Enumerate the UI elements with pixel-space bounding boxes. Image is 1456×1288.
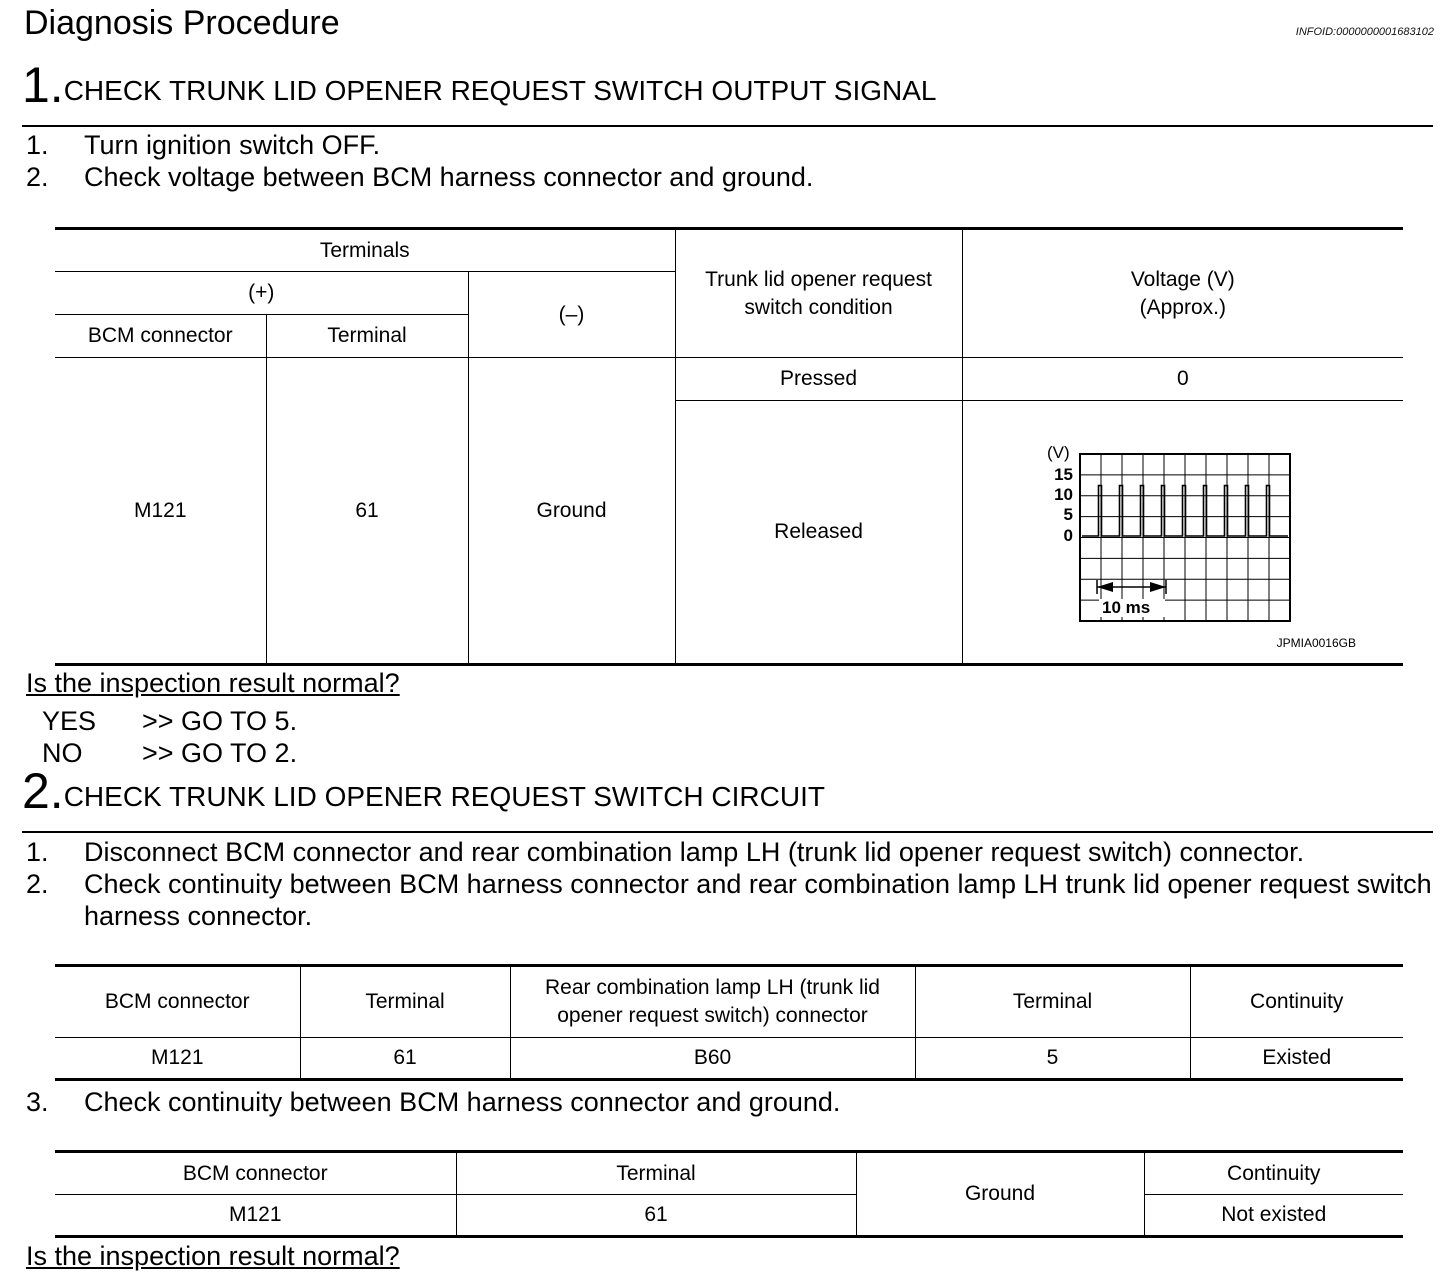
cell-bcm-connector: M121 <box>55 1195 456 1237</box>
waveform-grid <box>1080 454 1290 621</box>
cell-pressed: Pressed <box>675 358 962 401</box>
cell-lamp-connector: B60 <box>510 1038 915 1080</box>
instruction-item: 1. Turn ignition switch OFF. <box>26 130 381 160</box>
step-2-title: CHECK TRUNK LID OPENER REQUEST SWITCH CIRCUIT <box>63 781 825 812</box>
header-terminal: Terminal <box>266 315 468 358</box>
y-tick-label: 0 <box>1063 526 1073 545</box>
voltage-check-table <box>55 227 1403 666</box>
step-2-heading <box>22 762 825 820</box>
step-2-divider <box>22 831 1433 833</box>
header-lamp-connector: Rear combination lamp LH (trunk lid opener request switch) connector <box>510 966 915 1038</box>
continuity-table-ground <box>55 1150 1403 1238</box>
cell-ground: Ground <box>856 1152 1144 1237</box>
header-continuity: Continuity <box>1190 966 1403 1038</box>
step-2-instructions <box>26 836 1436 932</box>
header-bcm-connector: BCM connector <box>55 966 300 1038</box>
step-1-number: 1. <box>22 57 64 113</box>
info-id: INFOID:0000000001683102 <box>1295 26 1434 38</box>
time-arrow-left <box>1097 582 1113 592</box>
cell-waveform <box>962 401 1403 665</box>
header-bcm-connector: BCM connector <box>55 315 266 358</box>
instruction-item: 2. Check voltage between BCM harness connector and ground. <box>26 162 814 192</box>
header-voltage: Voltage (V) (Approx.) <box>962 229 1403 358</box>
cell-ground: Ground <box>468 358 675 665</box>
voltage-waveform-chart <box>963 401 1404 663</box>
header-terminals: Terminals <box>55 229 675 272</box>
cell-terminal: 61 <box>266 358 468 665</box>
cell-lamp-terminal: 5 <box>915 1038 1190 1080</box>
continuity-table-switch <box>55 964 1403 1081</box>
header-switch-condition: Trunk lid opener request switch condition <box>675 229 962 358</box>
page-title: Diagnosis Procedure <box>24 4 340 42</box>
header-minus: (–) <box>468 272 675 358</box>
waveform-trace <box>1082 486 1288 536</box>
step-1-instructions <box>26 129 813 193</box>
unit-label: (V) <box>1046 443 1070 462</box>
y-tick-label: 10 <box>1053 485 1073 504</box>
cell-continuity: Existed <box>1190 1038 1403 1080</box>
figure-id: JPMIA0016GB <box>1276 636 1356 650</box>
inspection-question: Is the inspection result normal? <box>26 668 400 698</box>
step-1-divider <box>22 125 1433 127</box>
inspection-question: Is the inspection result normal? <box>26 1241 400 1271</box>
cell-terminal: 61 <box>300 1038 510 1080</box>
header-terminal: Terminal <box>456 1152 856 1195</box>
answer-yes: YES >> GO TO 5. <box>42 706 298 736</box>
step-1-title: CHECK TRUNK LID OPENER REQUEST SWITCH OUTPUT SIGNAL <box>63 75 937 106</box>
instruction-item: 3. Check continuity between BCM harness connector and ground. <box>26 1087 841 1117</box>
cell-terminal: 61 <box>456 1195 856 1237</box>
instruction-item: 2. Check continuity between BCM harness connector and rear combination lamp LH trunk lid opener request switch harness connector. <box>26 869 1432 931</box>
cell-connector: M121 <box>55 358 266 665</box>
answer-no: NO >> GO TO 2. <box>42 738 298 768</box>
cell-bcm-connector: M121 <box>55 1038 300 1080</box>
cell-voltage-pressed: 0 <box>962 358 1403 401</box>
cell-released: Released <box>675 401 962 665</box>
header-plus: (+) <box>55 272 468 315</box>
instruction-item: 1. Disconnect BCM connector and rear combination lamp LH (trunk lid opener request switch) connector. <box>26 837 1305 867</box>
y-tick-label: 5 <box>1063 505 1073 524</box>
step-2-instruction-3 <box>26 1086 840 1118</box>
header-continuity: Continuity <box>1144 1152 1403 1195</box>
header-terminal: Terminal <box>915 966 1190 1038</box>
y-tick-label: 15 <box>1053 465 1073 484</box>
header-bcm-connector: BCM connector <box>55 1152 456 1195</box>
header-terminal: Terminal <box>300 966 510 1038</box>
step-2-number: 2. <box>22 763 64 819</box>
time-label: 10 ms <box>1101 598 1150 617</box>
step-1-heading <box>22 56 937 114</box>
cell-continuity: Not existed <box>1144 1195 1403 1237</box>
